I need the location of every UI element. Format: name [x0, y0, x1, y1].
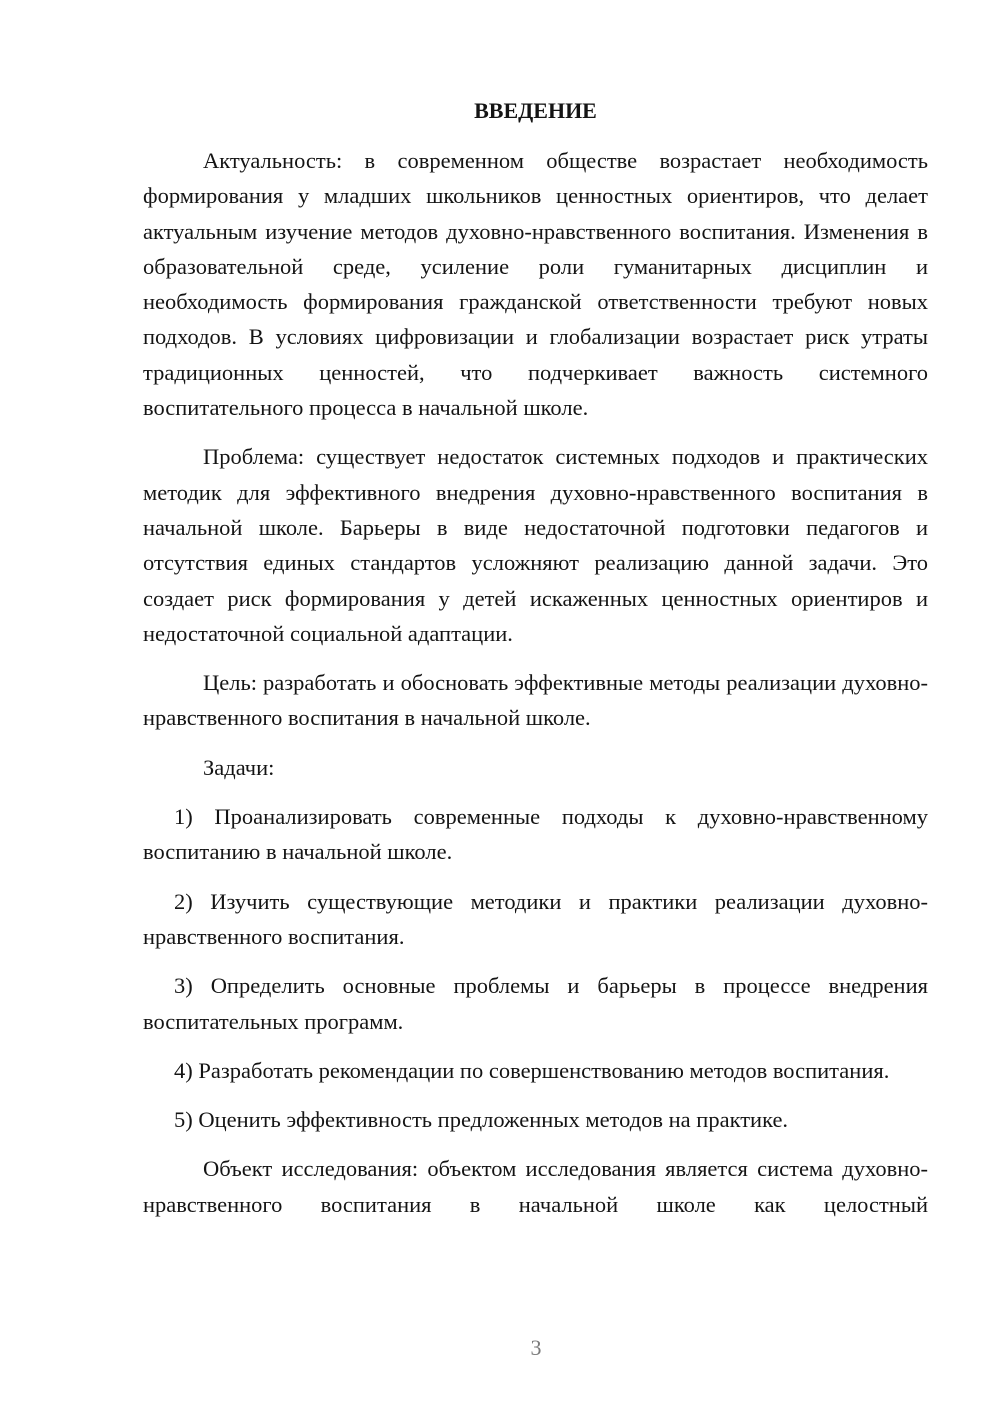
object-paragraph: Объект исследования: объектом исследования является система духовно-нравственного воспитания в начальной школе как целостный	[143, 1156, 928, 1217]
tasks-label: Задачи:	[203, 754, 275, 780]
page-heading: ВВЕДЕНИЕ	[474, 98, 597, 123]
relevance-paragraph: Актуальность: в современном обществе возрастает необходимость формирования у младших школьников ценностных ориентиров, что делает актуальным изучение методов духовно-нравственного воспитания. Изменения в образовательной среде, усиление роли гуманитарных дисциплин и необходимость формирования гражданской ответственности требуют новых подходов. В условиях цифровизации и глобализации возрастает риск утраты традиционных ценностей, что подчеркивает важность системного воспитательного процесса в начальной школе.	[143, 148, 928, 421]
problem-paragraph: Проблема: существует недостаток системных подходов и практических методик для эффективного внедрения духовно-нравственного воспитания в начальной школе. Барьеры в виде недостаточной подготовки педагогов и отсутствия единых стандартов усложняют реализацию данной задачи. Это создает риск формирования у детей искаженных ценностных ориентиров и недостаточной социальной адаптации.	[143, 444, 928, 646]
task-item-5: 5) Оценить эффективность предложенных методов на практике.	[174, 1107, 789, 1133]
goal-paragraph: Цель: разработать и обосновать эффективные методы реализации духовно-нравственного воспитания в начальной школе.	[143, 670, 928, 731]
task-item-2: 2) Изучить существующие методики и практики реализации духовно-нравственного воспитания.	[143, 888, 928, 949]
document-body	[143, 143, 928, 1222]
task-item-4: 4) Разработать рекомендации по совершенствованию методов воспитания.	[174, 1057, 890, 1083]
task-item-3: 3) Определить основные проблемы и барьеры в процессе внедрения воспитательных программ.	[143, 973, 928, 1034]
page-number: 3	[530, 1335, 542, 1360]
task-item-1: 1) Проанализировать современные подходы к духовно-нравственному воспитанию в начальной школе.	[143, 804, 928, 865]
